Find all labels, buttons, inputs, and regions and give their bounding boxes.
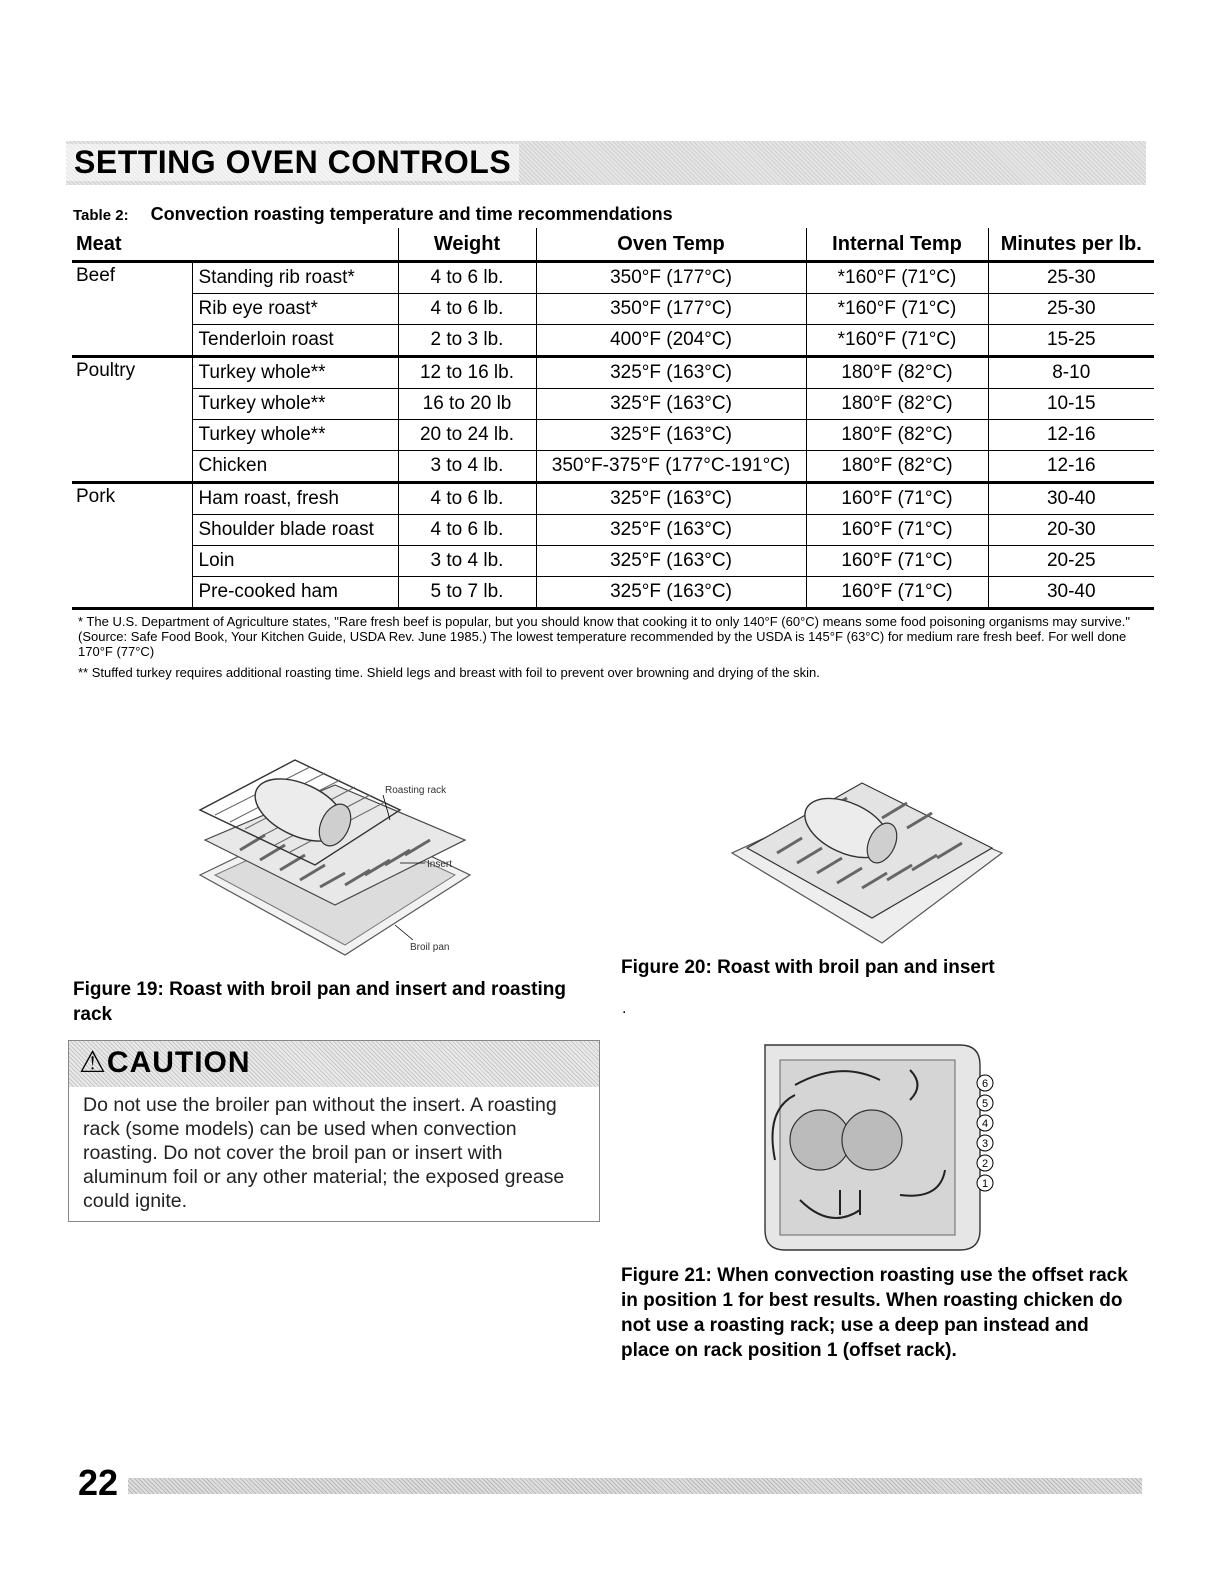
footnotes (78, 614, 1148, 686)
table-row (72, 262, 1154, 294)
oven-temp-cell: 325°F (163°C) (536, 389, 806, 420)
footer-bar (128, 1478, 1142, 1494)
figure-19-caption: Figure 19: Roast with broil pan and insert and roasting rack (73, 979, 566, 1025)
table-row (72, 420, 1154, 451)
table-row (72, 451, 1154, 483)
cut-cell: Ham roast, fresh (192, 483, 398, 515)
meat-cell: Poultry (76, 360, 136, 381)
caution-header (69, 1041, 599, 1087)
weight-cell: 5 to 7 lb. (398, 577, 536, 609)
rack-position-3: 3 (981, 1138, 989, 1150)
minutes-cell: 20-30 (988, 515, 1154, 546)
footnote-turkey: ** Stuffed turkey requires additional roasting time. Shield legs and breast with foil to prevent over browning and drying of the skin. (78, 665, 820, 680)
label-broil-pan: Broil pan (410, 942, 450, 953)
weight-cell: 3 to 4 lb. (398, 546, 536, 577)
footnote-usda: * The U.S. Department of Agriculture states, "Rare fresh beef is popular, but you should know that cooking it to only 140°F (60°C) means some food poisoning organisms may survive." (Source: Safe Food Book, Your Kitchen Guide, USDA Rev. June 1985.) The lowest temperature recommended by the USDA is 145°F (63°C) for medium rare fresh beef. For well done 170°F (77°C) (78, 614, 1130, 659)
table-row (72, 515, 1154, 546)
label-insert: Insert (427, 859, 453, 870)
table-header-row (72, 228, 1154, 262)
col-header-internal-temp: Internal Temp (806, 228, 988, 262)
minutes-cell: 15-25 (988, 325, 1154, 357)
figure-21-illustration (760, 1040, 1010, 1255)
table-row (72, 577, 1154, 609)
col-header-minutes: Minutes per lb. (988, 228, 1154, 262)
warning-triangle-icon: ⚠ (79, 1046, 107, 1079)
weight-cell: 2 to 3 lb. (398, 325, 536, 357)
cut-cell: Turkey whole** (192, 357, 398, 389)
weight-cell: 4 to 6 lb. (398, 294, 536, 325)
internal-temp-cell: 180°F (82°C) (806, 389, 988, 420)
fan-left-shape (790, 1110, 850, 1170)
table-row (72, 325, 1154, 357)
oven-temp-cell: 325°F (163°C) (536, 357, 806, 389)
oven-temp-cell: 400°F (204°C) (536, 325, 806, 357)
roasting-table (72, 228, 1154, 610)
weight-cell: 16 to 20 lb (398, 389, 536, 420)
cut-cell: Tenderloin roast (192, 325, 398, 357)
internal-temp-cell: 180°F (82°C) (806, 420, 988, 451)
minutes-cell: 30-40 (988, 483, 1154, 515)
minutes-cell: 25-30 (988, 262, 1154, 294)
table-row (72, 294, 1154, 325)
weight-cell: 4 to 6 lb. (398, 483, 536, 515)
table-caption (73, 204, 673, 225)
cut-cell: Loin (192, 546, 398, 577)
caution-title: CAUTION (106, 1046, 251, 1079)
cut-cell: Chicken (192, 451, 398, 483)
label-roasting-rack: Roasting rack (385, 785, 447, 796)
caution-label (79, 1045, 251, 1080)
minutes-cell: 30-40 (988, 577, 1154, 609)
cut-cell: Pre-cooked ham (192, 577, 398, 609)
minutes-cell: 12-16 (988, 420, 1154, 451)
internal-temp-cell: *160°F (71°C) (806, 262, 988, 294)
internal-temp-cell: 160°F (71°C) (806, 577, 988, 609)
cut-cell: Turkey whole** (192, 389, 398, 420)
page-number: 22 (78, 1462, 119, 1503)
table-title: Convection roasting temperature and time recommendations (150, 204, 673, 224)
table-row (72, 546, 1154, 577)
meat-cell: Beef (76, 265, 116, 286)
rack-position-1: 1 (981, 1178, 989, 1190)
caution-text: Do not use the broiler pan without the insert. A roasting rack (some models) can be used when convection roasting. Do not cover the broil pan or insert with aluminum foil or any other material; the exposed grease could ignite. (83, 1094, 565, 1212)
cut-cell: Turkey whole** (192, 420, 398, 451)
oven-temp-cell: 325°F (163°C) (536, 420, 806, 451)
minutes-cell: 8-10 (988, 357, 1154, 389)
group-poultry (72, 357, 1154, 483)
figure-20-illustration (722, 758, 1007, 948)
internal-temp-cell: 160°F (71°C) (806, 483, 988, 515)
group-pork (72, 483, 1154, 609)
cut-cell: Standing rib roast* (192, 262, 398, 294)
caution-box (68, 1040, 600, 1222)
oven-temp-cell: 350°F-375°F (177°C-191°C) (536, 451, 806, 483)
cut-cell: Shoulder blade roast (192, 515, 398, 546)
rack-position-2: 2 (981, 1158, 989, 1170)
section-banner (66, 141, 1146, 185)
table-row (72, 357, 1154, 389)
col-header-weight: Weight (398, 228, 536, 262)
weight-cell: 4 to 6 lb. (398, 262, 536, 294)
internal-temp-cell: 180°F (82°C) (806, 451, 988, 483)
oven-temp-cell: 350°F (177°C) (536, 262, 806, 294)
oven-temp-cell: 325°F (163°C) (536, 483, 806, 515)
internal-temp-cell: 160°F (71°C) (806, 546, 988, 577)
figure-19-illustration (185, 755, 485, 970)
section-title: SETTING OVEN CONTROLS (66, 144, 519, 181)
minutes-cell: 25-30 (988, 294, 1154, 325)
rack-position-5: 5 (981, 1098, 989, 1110)
internal-temp-cell: 160°F (71°C) (806, 515, 988, 546)
group-beef (72, 262, 1154, 357)
oven-temp-cell: 325°F (163°C) (536, 577, 806, 609)
weight-cell: 4 to 6 lb. (398, 515, 536, 546)
figure-20-caption: Figure 20: Roast with broil pan and insert (621, 957, 995, 978)
oven-temp-cell: 325°F (163°C) (536, 515, 806, 546)
table-row (72, 483, 1154, 515)
internal-temp-cell: *160°F (71°C) (806, 325, 988, 357)
weight-cell: 3 to 4 lb. (398, 451, 536, 483)
table-label: Table 2: (73, 207, 129, 224)
weight-cell: 12 to 16 lb. (398, 357, 536, 389)
internal-temp-cell: *160°F (71°C) (806, 294, 988, 325)
minutes-cell: 10-15 (988, 389, 1154, 420)
internal-temp-cell: 180°F (82°C) (806, 357, 988, 389)
minutes-cell: 20-25 (988, 546, 1154, 577)
fan-right-shape (842, 1110, 902, 1170)
cut-cell: Rib eye roast* (192, 294, 398, 325)
stray-dot: . (622, 1000, 627, 1017)
minutes-cell: 12-16 (988, 451, 1154, 483)
meat-cell: Pork (76, 486, 116, 507)
col-header-meat: Meat (76, 232, 122, 255)
oven-temp-cell: 325°F (163°C) (536, 546, 806, 577)
rack-position-6: 6 (981, 1078, 989, 1090)
col-header-oven-temp: Oven Temp (536, 228, 806, 262)
rack-position-4: 4 (981, 1118, 989, 1130)
table-row (72, 389, 1154, 420)
weight-cell: 20 to 24 lb. (398, 420, 536, 451)
figure-21-caption: Figure 21: When convection roasting use the offset rack in position 1 for best results. When roasting chicken do not use a roasting rack; use a deep pan instead and place on rack position 1 (offset rack). (621, 1265, 1128, 1361)
oven-temp-cell: 350°F (177°C) (536, 294, 806, 325)
